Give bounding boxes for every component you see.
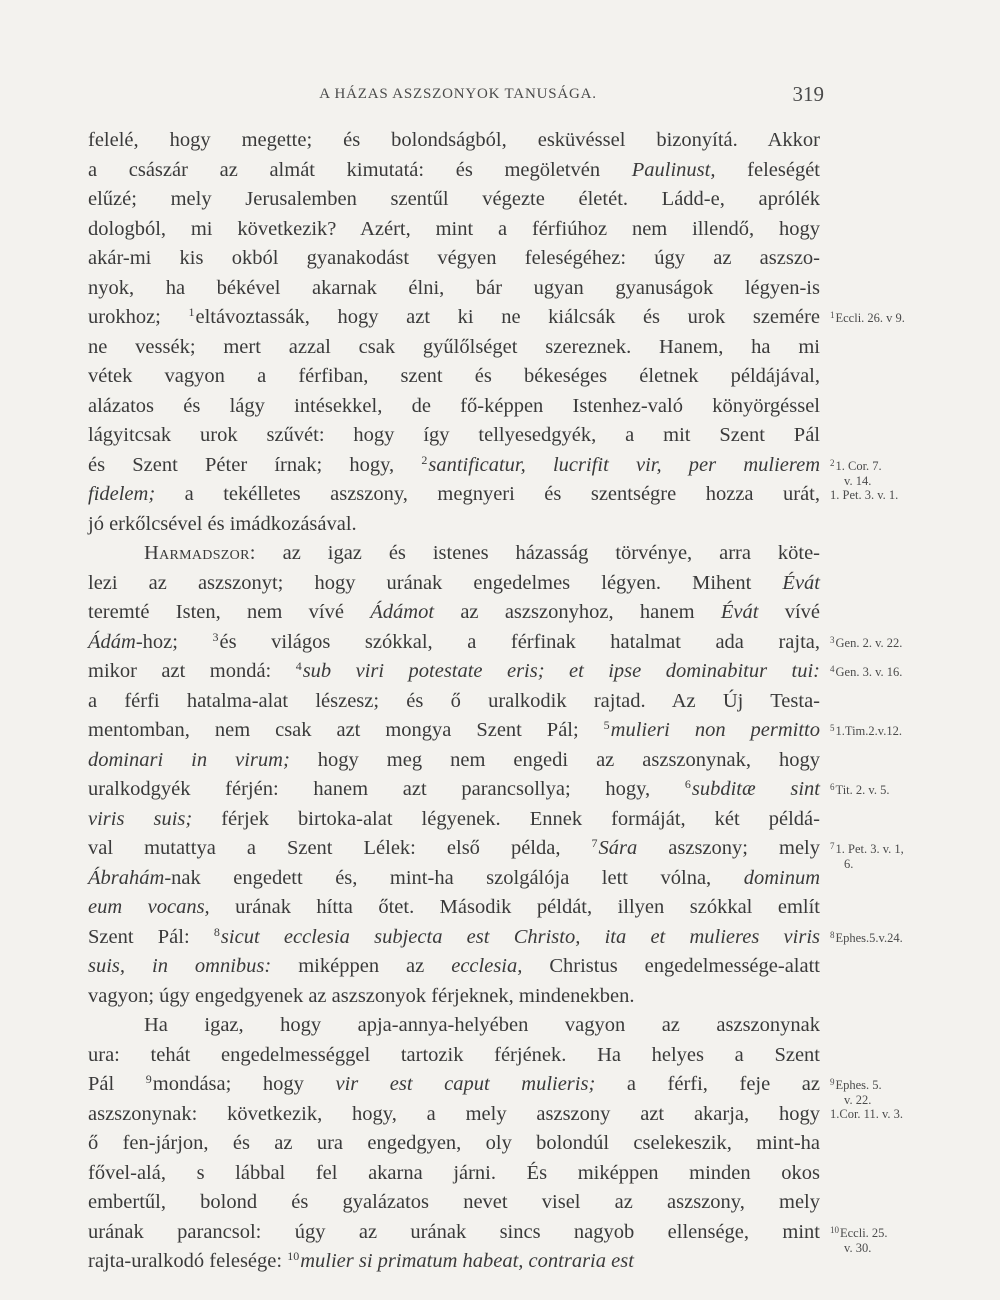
footnote-marker: 6 [830, 782, 835, 792]
margin-reference-line [830, 1093, 903, 1107]
margin-reference [830, 636, 902, 651]
text-segment: és Szent Péter írnak; hogy, [88, 453, 422, 476]
footnote-marker: 9 [145, 1072, 152, 1086]
text-line [88, 156, 820, 186]
text-segment: eltávoztassák, hogy azt ki ne kiálcsák és urok szemére [195, 306, 820, 328]
text-segment: fővel-alá, s lábbal fel akarna járni. És miképpen minden okos [88, 1161, 820, 1184]
footnote-marker: 2 [421, 452, 428, 467]
margin-reference-line [830, 857, 904, 871]
text-line [88, 598, 820, 628]
text-line [88, 510, 820, 540]
text-segment: vívé [758, 601, 821, 623]
text-segment: dologból, mi következik? Azért, mint a férfiúhoz nem illendő, hogy [88, 217, 820, 240]
margin-reference-line [830, 842, 904, 857]
text-line [88, 923, 820, 953]
margin-reference-text: Tit. 2. v. 5. [835, 783, 890, 797]
text-segment: Paulinust, [631, 158, 716, 181]
margin-reference-text: 6. [844, 857, 854, 871]
text-line [88, 244, 820, 274]
margin-reference-text: 1.Tim.2.v.12. [835, 724, 902, 738]
text-segment: sicut ecclesia subjecta est Christo, ita et mulieres viris [220, 925, 821, 948]
margin-reference-text: Gen. 3. v. 16. [835, 665, 903, 679]
text-line [88, 126, 820, 156]
text-segment: nyok, ha békével akarnak élni, bár ugyan gyanuságok légyen-is [88, 276, 820, 299]
text-segment: Sára [598, 837, 638, 859]
margin-reference-line [830, 931, 903, 946]
footnote-marker: 1 [188, 305, 195, 319]
margin-reference-text: 1. Pet. 3. v. 1, [835, 842, 904, 856]
footnote-marker: 10 [287, 1249, 300, 1263]
text-segment: Évát [720, 601, 759, 623]
text-segment: jó erkőlcsével és imádkozásával. [88, 512, 357, 535]
text-segment: Ábrahám [88, 866, 165, 889]
text-line [88, 746, 820, 776]
text-line [88, 805, 820, 835]
text-segment: Christus engedelmessége-alatt [522, 955, 820, 977]
text-segment: ne vessék; mert azzal csak gyűlőlséget szereznek. Hanem, ha mi [88, 335, 820, 358]
text-segment: akár-mi kis okból gyanakodást végyen feleségéhez: úgy az aszszo- [88, 247, 820, 269]
text-segment: suis, in omnibus: [88, 955, 272, 977]
text-segment: miképpen az [271, 955, 452, 977]
margin-reference-text: v. 14. [844, 473, 872, 488]
text-line [88, 303, 820, 333]
text-line [88, 392, 820, 422]
margin-reference-line [830, 783, 889, 798]
text-line [88, 716, 820, 746]
text-line [88, 982, 820, 1012]
margin-reference [830, 783, 889, 798]
margin-reference-text: Eccli. 26. v 9. [835, 311, 905, 325]
margin-reference-line [830, 474, 898, 488]
text-segment: subditæ sint [691, 778, 820, 800]
page-header [88, 82, 828, 110]
footnote-marker: 3 [212, 629, 219, 644]
margin-reference-line [830, 665, 902, 680]
text-line [88, 952, 820, 982]
text-segment: elűzé; mely Jerusalemben szentűl végezte életét. Ládd-e, aprólék [88, 188, 820, 210]
body-text [88, 126, 820, 1277]
margin-reference-text: Gen. 2. v. 22. [835, 635, 903, 650]
footnote-marker: 4 [830, 664, 835, 674]
margin-reference [830, 1226, 888, 1255]
text-segment: Évát [782, 571, 820, 594]
margin-reference-line [830, 1107, 903, 1121]
text-segment: Ádám [88, 630, 136, 653]
text-line [88, 1188, 820, 1218]
text-segment: Ádámot [370, 601, 435, 623]
text-segment: férjek birtoka-alat légyenek. Ennek formáját, két példá- [192, 807, 820, 830]
text-segment: a tekélletes aszszony, megnyeri és szentségre hozza urát, [155, 483, 820, 505]
text-segment: dominari in virum; [88, 748, 290, 771]
text-segment: mentomban, nem csak azt mongya Szent Pál; [88, 719, 604, 741]
text-line [88, 539, 820, 569]
margin-reference [830, 931, 903, 946]
text-segment: rajta-uralkodó felesége: [88, 1250, 288, 1272]
text-line [88, 1070, 820, 1100]
text-line [88, 421, 820, 451]
text-line [88, 1041, 820, 1071]
margin-reference-text: 1. Cor. 7. [835, 458, 882, 473]
text-segment: viris suis; [88, 807, 193, 830]
margin-reference-text: 1. Pet. 3. v. 1. [830, 487, 899, 502]
text-segment: lezi az aszszonyt; hogy urának engedelmes légyen. Mihent [88, 571, 783, 594]
text-segment: lágyitcsak urok szűvét: hogy így tellyesedgyék, a mit Szent Pál [88, 424, 820, 446]
text-segment: sub viri potestate eris; et ipse dominabitur tui: [302, 660, 820, 682]
footnote-marker: 7 [830, 841, 835, 851]
margin-reference-text: v. 30. [844, 1240, 872, 1255]
text-line [88, 834, 820, 864]
footnote-marker: 1 [830, 310, 835, 320]
text-segment: az igaz és istenes házasság törvénye, arra köte- [255, 542, 820, 564]
text-segment: val mutattya a Szent Lélek: első példa, [88, 837, 592, 859]
text-segment: urának parancsol: úgy az urának sincs nagyob ellensége, mint [88, 1220, 820, 1243]
text-segment: mondása; hogy [152, 1073, 336, 1095]
text-segment: embertűl, bolond és gyalázatos nevet visel az aszszony, mely [88, 1191, 820, 1213]
text-segment: a férfi, feje az [595, 1073, 820, 1095]
footnote-marker: 2 [830, 457, 835, 468]
text-segment: aszszony; mely [637, 837, 820, 859]
footnote-marker: 3 [830, 634, 835, 645]
margin-reference [830, 724, 902, 739]
text-segment: dominum [743, 866, 820, 889]
text-line [88, 569, 820, 599]
text-line [88, 1129, 820, 1159]
text-segment: urának hítta őtet. Második példát, illyen szókkal említ [209, 896, 820, 918]
text-segment: teremté Isten, nem vívé [88, 601, 371, 623]
text-segment: fidelem; [88, 483, 156, 505]
margin-reference-text: 1.Cor. 11. v. 3. [830, 1107, 904, 1121]
text-line [88, 1159, 820, 1189]
margin-reference-line [830, 636, 902, 651]
margin-reference-line [830, 1226, 888, 1241]
text-line [88, 480, 820, 510]
text-segment: Harmadszor: [144, 542, 256, 564]
text-segment: ura: tehát engedelmességgel tartozik férjének. Ha helyes a Szent [88, 1043, 820, 1066]
text-line [88, 185, 820, 215]
text-line [88, 687, 820, 717]
text-line [88, 775, 820, 805]
text-line [88, 1011, 820, 1041]
text-line [88, 1247, 820, 1277]
margin-reference [830, 1078, 903, 1121]
text-segment: mulier si primatum habeat, contraria est [300, 1250, 634, 1272]
text-segment: mulieri non permitto [610, 719, 820, 741]
margin-reference-text: v. 22. [844, 1093, 872, 1107]
text-line [88, 1100, 820, 1130]
text-segment: és világos szókkal, a férfinak hatalmat ada rajta, [219, 630, 820, 653]
text-segment: uralkodgyék férjén: hanem azt parancsollya; hogy, [88, 778, 685, 800]
footnote-marker: 5 [603, 718, 610, 732]
margin-reference [830, 665, 902, 680]
text-segment: felelé, hogy megette; és bolondságból, esküvéssel bizonyítá. Akkor [88, 129, 820, 151]
margin-reference-line [830, 311, 905, 326]
text-segment: a császár az almát kimutatá: és megöletvén [88, 158, 632, 181]
margin-reference-line [830, 1078, 903, 1093]
margin-reference-line [830, 1241, 888, 1255]
text-segment: az aszszonyhoz, hanem [434, 601, 721, 623]
margin-reference [830, 842, 904, 871]
margin-reference [830, 311, 905, 326]
text-segment: urokhoz; [88, 306, 189, 328]
text-segment: mikor azt mondá: [88, 660, 296, 682]
text-segment: Szent Pál: [88, 925, 214, 948]
text-segment: vagyon; úgy engedgyenek az aszszonyok férjeknek, mindenekben. [88, 984, 635, 1007]
footnote-marker: 4 [295, 659, 302, 673]
text-line [88, 864, 820, 894]
text-segment: vir est caput mulieris; [335, 1073, 596, 1095]
text-line [88, 451, 820, 481]
text-segment: vétek vagyon a férfiban, szent és békeséges életnek példájával, [88, 365, 820, 387]
text-segment: hogy meg nem engedi az aszszonynak, hogy [289, 748, 821, 771]
text-line [88, 1218, 820, 1248]
page-number: 319 [792, 82, 824, 106]
text-segment: alázatos és lágy intésekkel, de fő-képpen Istenhez-való könyörgéssel [88, 394, 820, 417]
text-segment: aszszonynak: következik, hogy, a mely aszszony azt akarja, hogy [88, 1102, 820, 1125]
text-segment: Pál [88, 1073, 146, 1095]
running-title: A HÁZAS ASZSZONYOK TANUSÁGA. [319, 86, 597, 102]
text-line [88, 333, 820, 363]
text-segment: Ha igaz, hogy apja-annya-helyében vagyon az aszszonynak [144, 1014, 820, 1036]
text-line [88, 657, 820, 687]
footnote-marker: 10 [830, 1224, 839, 1235]
footnote-marker: 8 [213, 924, 220, 939]
margin-reference-line [830, 724, 902, 739]
margin-reference [830, 459, 898, 502]
text-segment: eum vocans, [88, 896, 210, 918]
footnote-marker: 9 [830, 1077, 835, 1087]
margin-reference-text: Ephes. 5. [835, 1078, 882, 1092]
text-segment: -hoz; [135, 630, 213, 653]
margin-reference-line [830, 488, 898, 502]
text-segment: feleségét [715, 158, 820, 181]
text-segment: ő fen-járjon, és az ura engedgyen, oly bolondúl cselekeszik, mint-ha [88, 1132, 820, 1154]
margin-reference-line [830, 459, 898, 474]
text-line [88, 893, 820, 923]
text-segment: a férfi hatalma-alat lészesz; és ő uralkodik rajtad. Az Új Testa- [88, 689, 820, 712]
text-line [88, 215, 820, 245]
margin-reference-text: Eccli. 25. [840, 1225, 888, 1240]
footnote-marker: 5 [830, 723, 835, 733]
footnote-marker: 6 [684, 777, 691, 791]
text-line [88, 362, 820, 392]
footnote-marker: 8 [830, 929, 835, 940]
margin-reference-text: Ephes.5.v.24. [835, 930, 903, 945]
text-segment: santificatur, lucrifit vir, per mulierem [428, 453, 820, 476]
footnote-marker: 7 [591, 836, 598, 850]
text-line [88, 274, 820, 304]
text-segment: -nak engedett és, mint-ha szolgálója lett vólna, [164, 866, 744, 889]
text-line [88, 628, 820, 658]
text-segment: ecclesia, [451, 955, 523, 977]
